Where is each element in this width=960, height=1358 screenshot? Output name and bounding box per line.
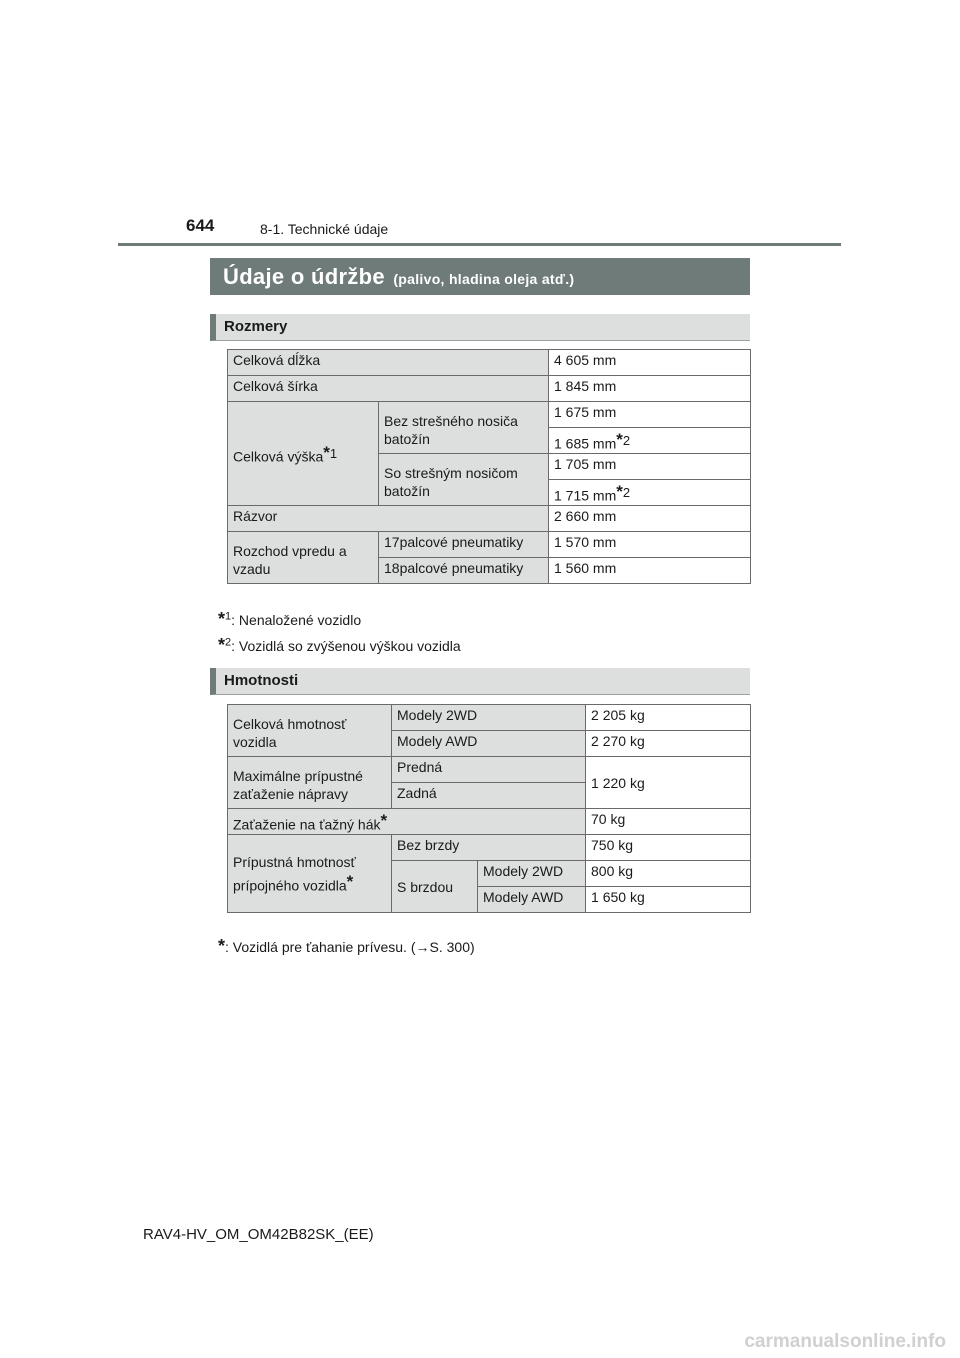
- footnote-towing: *: Vozidlá pre ťahanie prívesu. (→S. 300): [218, 936, 475, 956]
- brakes-2wd-label: Modely 2WD: [478, 861, 586, 887]
- gross-2wd-value: 2 205 kg: [586, 705, 751, 731]
- hitch-load-value: 70 kg: [586, 809, 751, 835]
- footnote-2-mark: 2: [225, 636, 232, 649]
- footnote-2-text: : Vozidlá so zvýšenou výškou vozidla: [231, 638, 461, 654]
- wheelbase-value: 2 660 mm: [549, 506, 751, 532]
- dimensions-table: [227, 349, 751, 584]
- overall-length-value: 4 605 mm: [549, 350, 751, 376]
- hitch-load-cell: Zaťaženie na ťažný hák*: [228, 809, 586, 835]
- header-divider: [118, 243, 841, 246]
- table-row: [228, 506, 751, 532]
- watermark-logo: carmanualsonline.info: [744, 1331, 946, 1352]
- overall-height-label: Celková výška: [233, 448, 324, 465]
- page-reference-link[interactable]: S. 300): [429, 939, 475, 955]
- brakes-awd-label: Modely AWD: [478, 887, 586, 913]
- dimensions-heading: Rozmery: [210, 314, 750, 341]
- page-number: 644: [186, 216, 215, 235]
- weights-heading: Hmotnosti: [210, 668, 750, 695]
- footnote-2: *$^2$: Vozidlá so zvýšenou výškou vozidla: [218, 635, 461, 655]
- overall-length-label: Celková dĺžka: [228, 350, 549, 376]
- tire18-label: 18palcové pneumatiky: [379, 558, 549, 584]
- tread-label: Rozchod vpredu a vzadu: [228, 532, 379, 584]
- no-brakes-value: 750 kg: [586, 835, 751, 861]
- without-rack-value-2: 1 685 mm: [554, 435, 617, 452]
- footnote-1-mark: 1: [225, 610, 232, 623]
- footnote-towing-text: : Vozidlá pre ťahanie prívesu. (: [225, 939, 416, 955]
- no-brakes-label: Bez brzdy: [392, 835, 586, 861]
- overall-width-value: 1 845 mm: [549, 376, 751, 402]
- with-rack-label: So strešným nosičom batožín: [379, 454, 549, 506]
- trailer-weight-label: Prípustná hmotnosť prípojného vozidla: [233, 854, 356, 894]
- tire18-value: 1 560 mm: [549, 558, 751, 584]
- with-rack-value-2: 1 715 mm: [554, 487, 617, 504]
- overall-width-label: Celková šírka: [228, 376, 549, 402]
- gross-awd-value: 2 270 kg: [586, 731, 751, 757]
- without-rack-value-1: 1 675 mm: [549, 402, 751, 428]
- chapter-title: 8-1. Technické údaje: [260, 221, 389, 237]
- gross-weight-label: Celková hmotnosť vozidla: [228, 705, 392, 757]
- without-rack-label: Bez strešného nosiča batožín: [379, 402, 549, 454]
- table-row: [228, 705, 751, 731]
- document-code: RAV4-HV_OM_OM42B82SK_(EE): [143, 1226, 374, 1243]
- wheelbase-label: Rázvor: [228, 506, 549, 532]
- with-brakes-label: S brzdou: [392, 861, 478, 913]
- tire17-value: 1 570 mm: [549, 532, 751, 558]
- with-rack-value-2-cell: 1 715 $mm^{*2}$: [549, 480, 751, 506]
- overall-height-note-mark: 1: [329, 446, 338, 462]
- tire17-label: 17palcové pneumatiky: [379, 532, 549, 558]
- axle-load-value: 1 220 kg: [586, 757, 751, 809]
- table-row: [228, 809, 751, 835]
- section-title-bar: [210, 258, 750, 295]
- overall-height-cell: Celková výška$^{*1}$: [228, 402, 379, 506]
- table-row: [228, 835, 751, 861]
- brakes-awd-value: 1 650 kg: [586, 887, 751, 913]
- weights-table: [227, 704, 751, 913]
- with-rack-note-mark: 2: [622, 485, 631, 500]
- table-row: [228, 350, 751, 376]
- page-title: Údaje o údržbe: [223, 264, 385, 289]
- table-row: [228, 376, 751, 402]
- trailer-weight-cell: Prípustná hmotnosť prípojného vozidla*: [228, 835, 392, 913]
- table-row: [228, 532, 751, 558]
- without-rack-note-mark: 2: [622, 433, 631, 448]
- arrow-right-icon: →: [415, 939, 430, 955]
- footnote-1-text: : Nenaložené vozidlo: [231, 612, 362, 628]
- axle-rear-label: Zadná: [392, 783, 586, 809]
- table-row: [228, 402, 751, 428]
- gross-2wd-label: Modely 2WD: [392, 705, 586, 731]
- with-rack-value-1: 1 705 mm: [549, 454, 751, 480]
- axle-front-label: Predná: [392, 757, 586, 783]
- brakes-2wd-value: 800 kg: [586, 861, 751, 887]
- without-rack-value-2-cell: 1 685 $mm^{*2}$: [549, 428, 751, 454]
- gross-awd-label: Modely AWD: [392, 731, 586, 757]
- table-row: [228, 757, 751, 783]
- page-subtitle: (palivo, hladina oleja atď.): [393, 271, 575, 287]
- hitch-load-label: Zaťaženie na ťažný hák: [233, 816, 381, 833]
- axle-load-label: Maximálne prípustné zaťaženie nápravy: [228, 757, 392, 809]
- footnote-1: *$^1$: Nenaložené vozidlo: [218, 609, 362, 629]
